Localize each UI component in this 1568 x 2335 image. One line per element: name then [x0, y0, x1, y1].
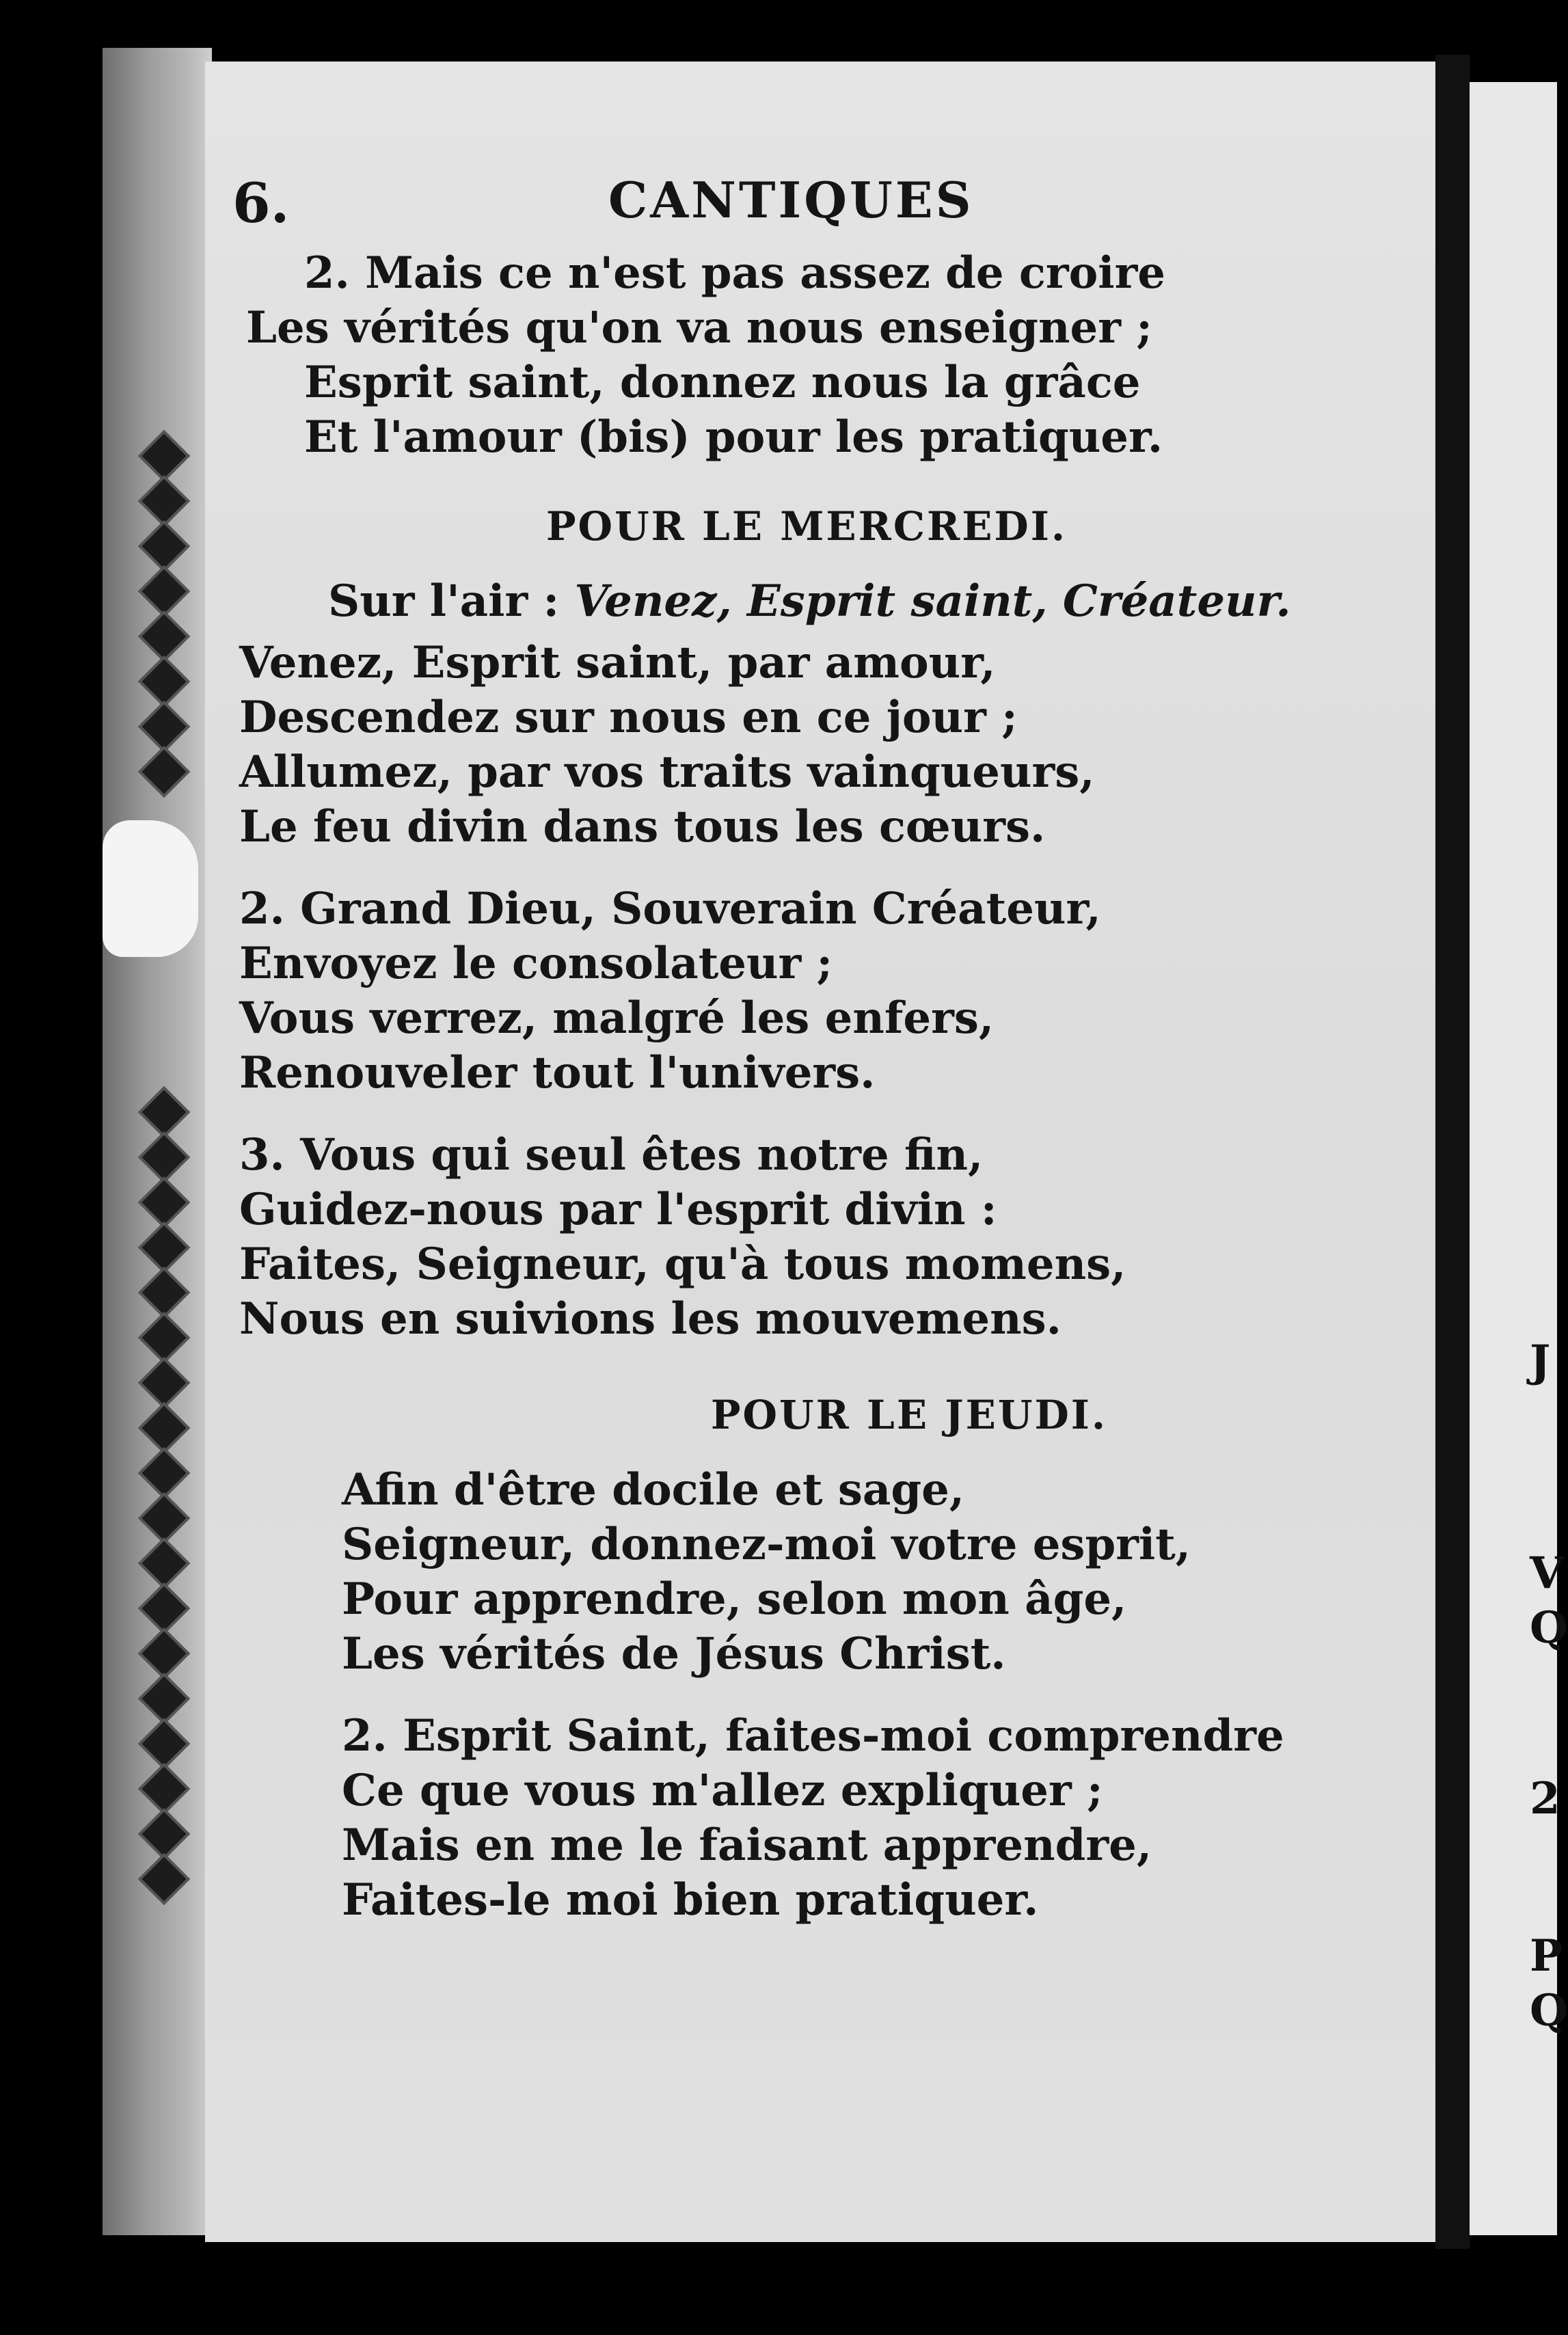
verse-line: Seigneur, donnez-moi votre esprit,	[342, 1519, 1191, 1570]
page-gap	[1435, 55, 1470, 2249]
diamond-ornament-icon	[138, 610, 190, 662]
verse-line: Ce que vous m'allez expliquer ;	[342, 1765, 1103, 1816]
diamond-ornament-icon	[138, 1222, 190, 1273]
verse-line: Les vérités qu'on va nous enseigner ;	[246, 302, 1152, 353]
diamond-ornament-icon	[138, 1131, 190, 1183]
verse-line: 2. Grand Dieu, Souverain Créateur,	[239, 883, 1101, 934]
verse-line: Esprit saint, donnez nous la grâce	[304, 357, 1141, 408]
diamond-ornament-icon	[138, 475, 190, 527]
verse-line: Vous verrez, malgré les enfers,	[239, 993, 995, 1044]
diamond-ornament-icon	[138, 656, 190, 707]
diamond-ornament-icon	[138, 1763, 190, 1815]
diamond-ornament-icon	[138, 1357, 190, 1409]
adjacent-page	[1470, 82, 1557, 2235]
diamond-ornament-icon	[138, 1086, 190, 1138]
verse-line: Afin d'être docile et sage,	[342, 1464, 965, 1515]
verse-line: Allumez, par vos traits vainqueurs,	[239, 746, 1095, 798]
adjacent-letter: V	[1530, 1548, 1564, 1599]
diamond-ornament-icon	[138, 1176, 190, 1228]
stanza-intro	[226, 246, 1388, 465]
tune-indication	[226, 567, 1388, 636]
diamond-ornament-icon	[138, 1267, 190, 1319]
diamond-ornament-icon	[138, 1447, 190, 1499]
adjacent-letter: 2	[1530, 1773, 1560, 1824]
diamond-ornament-icon	[138, 1537, 190, 1589]
verse-line: Envoyez le consolateur ;	[239, 938, 833, 989]
running-title: CANTIQUES	[608, 171, 974, 229]
diamond-ornament-icon	[138, 1673, 190, 1725]
verse-line: Guidez-nous par l'esprit divin :	[239, 1184, 997, 1235]
verse-line: Descendez sur nous en ce jour ;	[239, 692, 1018, 743]
verse-line: Le feu divin dans tous les cœurs.	[239, 801, 1046, 852]
diamond-ornament-icon	[138, 746, 190, 798]
page-number: 6.	[232, 171, 290, 235]
verse-line: Les vérités de Jésus Christ.	[342, 1628, 1006, 1679]
ornament-column-bottom	[133, 1094, 195, 1898]
page-header	[226, 171, 1388, 246]
stanza-mercredi-2	[226, 882, 1388, 1101]
diamond-ornament-icon	[138, 1853, 190, 1905]
diamond-ornament-icon	[138, 520, 190, 572]
diamond-ornament-icon	[138, 1492, 190, 1544]
page-content	[226, 171, 1388, 1928]
stanza-jeudi-2	[226, 1709, 1388, 1928]
verse-line: Mais en me le faisant apprendre,	[342, 1820, 1152, 1871]
diamond-ornament-icon	[138, 701, 190, 753]
ornament-column-top	[133, 437, 195, 790]
diamond-ornament-icon	[138, 1402, 190, 1454]
section-title-jeudi: POUR LE JEUDI.	[710, 1392, 1108, 1438]
diamond-ornament-icon	[138, 1808, 190, 1860]
diamond-ornament-icon	[138, 1718, 190, 1770]
diamond-ornament-icon	[138, 1628, 190, 1679]
adjacent-letter: Q	[1530, 1985, 1568, 2036]
air-prefix: Sur l'air :	[328, 576, 575, 627]
verse-line: 3. Vous qui seul êtes notre fin,	[239, 1129, 984, 1180]
diamond-ornament-icon	[138, 430, 190, 482]
verse-line: Renouveler tout l'univers.	[239, 1047, 876, 1098]
verse-line: Faites, Seigneur, qu'à tous momens,	[239, 1239, 1126, 1290]
diamond-ornament-icon	[138, 565, 190, 617]
verse-line: 2. Mais ce n'est pas assez de croire	[304, 247, 1165, 299]
stanza-mercredi-1	[226, 636, 1388, 854]
verse-line: Faites-le moi bien pratiquer.	[342, 1874, 1039, 1926]
diamond-ornament-icon	[138, 1312, 190, 1364]
adjacent-letter: Q	[1530, 1602, 1568, 1654]
stanza-jeudi-1	[226, 1463, 1388, 1682]
verse-line: Nous en suivions les mouvemens.	[239, 1293, 1062, 1345]
air-tune: Venez, Esprit saint, Créateur.	[574, 576, 1291, 627]
verse-line: Venez, Esprit saint, par amour,	[239, 637, 996, 688]
adjacent-letter: J	[1530, 1336, 1551, 1387]
verse-line: 2. Esprit Saint, faites-moi comprendre	[342, 1710, 1284, 1762]
verse-line: Et l'amour (bis) pour les pratiquer.	[304, 411, 1163, 463]
stanza-mercredi-3	[226, 1128, 1388, 1347]
paper-tear	[103, 820, 198, 957]
verse-line: Pour apprendre, selon mon âge,	[342, 1574, 1127, 1625]
section-title-mercredi: POUR LE MERCREDI.	[545, 503, 1068, 550]
adjacent-letter: P	[1530, 1930, 1563, 1982]
diamond-ornament-icon	[138, 1582, 190, 1634]
